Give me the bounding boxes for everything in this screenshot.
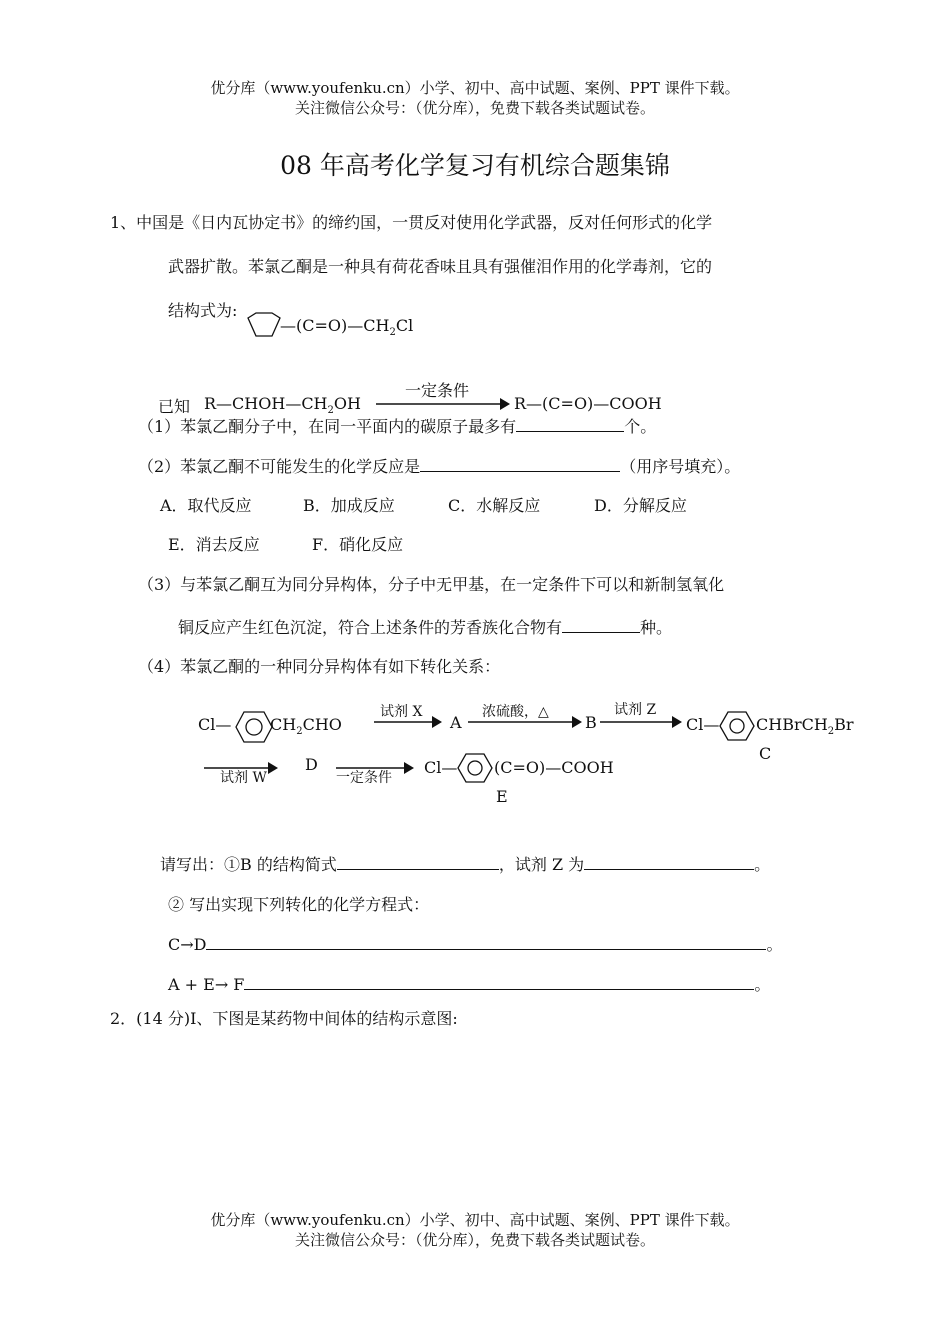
option-f: F．硝化反应 bbox=[312, 535, 404, 554]
compound-e: E bbox=[496, 787, 508, 806]
structure-formula: $—(C=O)—CH_2Cl$ bbox=[280, 316, 414, 339]
header-line-1: 优分库（www.youfenku.cn）小学、初中、高中试题、案例、PPT 课件下载。 bbox=[210, 79, 740, 97]
option-d: D．分解反应 bbox=[594, 496, 687, 515]
write-equations-prompt: ② 写出实现下列转化的化学方程式： bbox=[168, 895, 430, 914]
compound-a: A bbox=[450, 713, 462, 732]
scheme-e-cl: Cl— bbox=[424, 758, 458, 777]
benzene-ring-3 bbox=[720, 712, 754, 740]
footer-line-1: 优分库（www.youfenku.cn）小学、初中、高中试题、案例、PPT 课件下载。 bbox=[210, 1211, 740, 1229]
benzene-ring-2 bbox=[236, 712, 272, 742]
option-a: A．取代反应 bbox=[160, 496, 252, 515]
q1-part-2: （2）苯氯乙酮不可能发生的化学反应是 （用序号填充）。 bbox=[138, 457, 741, 476]
q1-part-3-line-2: 铜反应产生红色沉淀，符合上述条件的芳香族化合物有 种。 bbox=[178, 618, 673, 637]
known-left: $R—CHOH—CH_2OH$ bbox=[204, 394, 361, 417]
option-e: E．消去反应 bbox=[168, 535, 260, 554]
q1-intro-line-2: 武器扩散。苯氯乙酮是一种具有荷花香味且具有强催泪作用的化学毒剂，它的 bbox=[168, 257, 713, 276]
q1-part-3-line-1: （3）与苯氯乙酮互为同分异构体，分子中无甲基，在一定条件下可以和新制氢氧化 bbox=[138, 575, 725, 594]
option-b: B．加成反应 bbox=[303, 496, 395, 515]
compound-d: D bbox=[305, 755, 318, 774]
known-condition: 一定条件 bbox=[405, 381, 470, 400]
q1-intro-line-3: 结构式为: bbox=[168, 301, 238, 320]
compound-c: C bbox=[759, 744, 772, 763]
scheme-start-group: $CH_2CHO$ bbox=[270, 715, 342, 738]
scheme-e-group: (C=O)—COOH bbox=[494, 758, 614, 777]
q2-text: 2．(14 分)Ⅰ、下图是某药物中间体的结构示意图: bbox=[110, 1009, 458, 1028]
footer-line-2: 关注微信公众号：（优分库），免费下载各类试题试卷。 bbox=[294, 1231, 655, 1249]
scheme-c-group: CHBrCH$_2$Br bbox=[756, 715, 854, 738]
header-line-2: 关注微信公众号：（优分库），免费下载各类试题试卷。 bbox=[294, 99, 655, 117]
known-label: 已知 bbox=[158, 397, 191, 416]
page-title: 08 年高考化学复习有机综合题集锦 bbox=[280, 151, 670, 180]
known-right: R—(C=O)—COOH bbox=[514, 394, 662, 413]
scheme-start-cl: Cl— bbox=[198, 715, 232, 734]
q1-intro-line-1: 1、中国是《日内瓦协定书》的缔约国，一贯反对使用化学武器，反对任何形式的化学 bbox=[110, 213, 713, 232]
reagent-x: 试剂 X bbox=[380, 704, 423, 720]
conc-sulfuric-acid: 浓硫酸，△ bbox=[482, 704, 549, 720]
benzene-ring-1 bbox=[248, 313, 280, 336]
reagent-z: 试剂 Z bbox=[614, 702, 657, 718]
condition-2: 一定条件 bbox=[336, 770, 392, 786]
q1-part-1: （1）苯氯乙酮分子中，在同一平面内的碳原子最多有 个。 bbox=[138, 417, 657, 436]
scheme-c-cl: Cl— bbox=[686, 715, 720, 734]
q1-part-4: （4）苯氯乙酮的一种同分异构体有如下转化关系： bbox=[138, 657, 501, 676]
equation-c-to-d: C→D 。 bbox=[168, 935, 783, 954]
benzene-ring-4 bbox=[458, 754, 492, 782]
equation-a-e-f: A + E→ F 。 bbox=[168, 975, 771, 994]
write-prompt: 请写出：①B 的结构简式 ，试剂 Z 为 。 bbox=[160, 855, 771, 874]
option-c: C．水解反应 bbox=[448, 496, 541, 515]
reagent-w: 试剂 W bbox=[220, 770, 267, 786]
compound-b: B bbox=[585, 713, 597, 732]
